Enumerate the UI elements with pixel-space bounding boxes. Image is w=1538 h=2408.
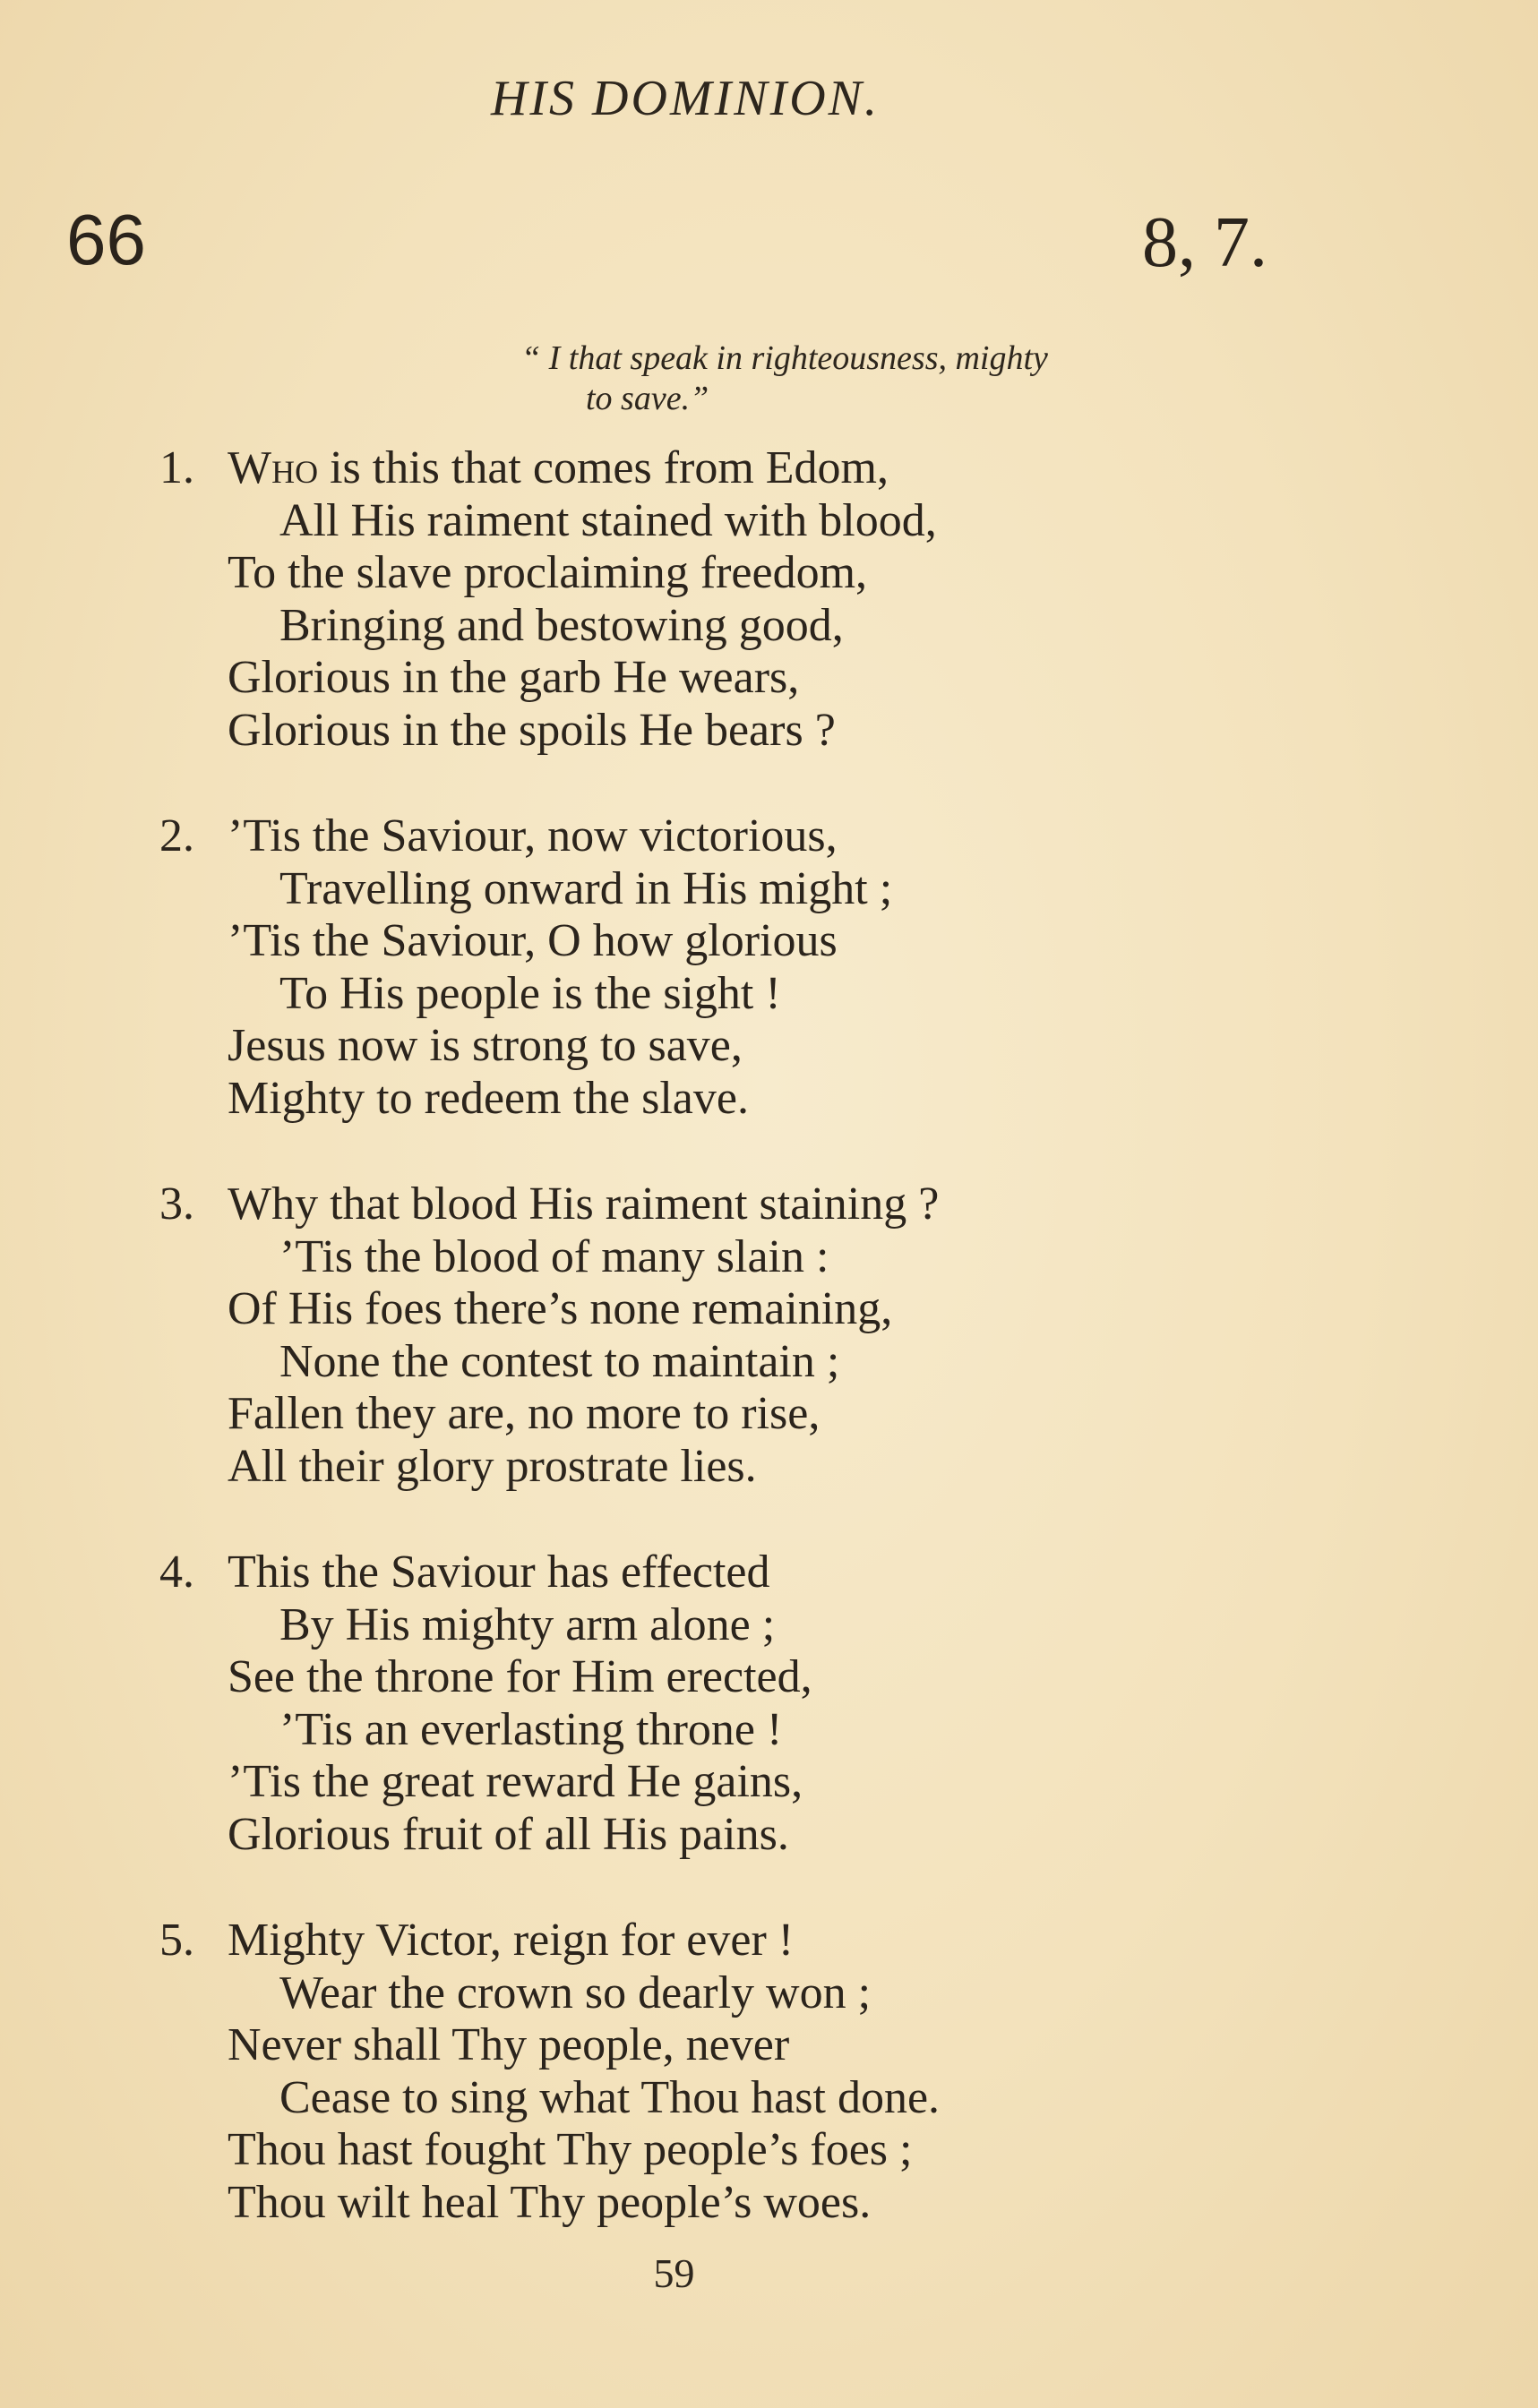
epigraph-line-1: “ I that speak in righteousness, mighty: [521, 339, 1048, 377]
verse-line: Glorious in the spoils He bears ?: [228, 704, 836, 756]
verse-4: [0, 1547, 1538, 1861]
verse-number: 5.: [159, 1915, 194, 1966]
verse-line: Jesus now is strong to save,: [228, 1020, 743, 1071]
verse-line: Glorious fruit of all His pains.: [228, 1808, 789, 1860]
verse-line: ’Tis an everlasting throne !: [279, 1703, 783, 1755]
verse-1: [0, 442, 1538, 757]
verse-first-word: Who: [228, 442, 319, 493]
verse-line: To the slave proclaiming freedom,: [228, 547, 868, 598]
verse-line: Why that blood His raiment staining ?: [228, 1178, 940, 1230]
epigraph: [521, 338, 1292, 419]
verse-number: 2.: [159, 810, 194, 861]
verse-line: Cease to sing what Thou hast done.: [279, 2071, 941, 2123]
verses: [0, 442, 1538, 2283]
verse-line: [228, 442, 1538, 495]
verse-line: Travelling onward in His might ;: [279, 862, 893, 914]
verse-line: All their glory prostrate lies.: [228, 1440, 757, 1492]
verse-line: ’Tis the Saviour, now victorious,: [228, 810, 838, 861]
verse-line: ’Tis the blood of many slain :: [279, 1230, 829, 1282]
epigraph-line-2: to save.”: [586, 380, 709, 417]
verse-line: Thou wilt heal Thy people’s woes.: [228, 2176, 872, 2228]
verse-line: Bringing and bestowing good,: [279, 599, 844, 651]
verse-line: Glorious in the garb He wears,: [228, 652, 800, 703]
verse-3: [0, 1178, 1538, 1493]
verse-line: Never shall Thy people, never: [228, 2019, 790, 2070]
verse-line: Fallen they are, no more to rise,: [228, 1388, 821, 1439]
verse-number: 3.: [159, 1178, 194, 1230]
verse-line: ’Tis the Saviour, O how glorious: [228, 915, 838, 966]
verse-line: Wear the crown so dearly won ;: [279, 1967, 872, 2018]
hymn-number: 66: [66, 200, 146, 279]
verse-first-line-rest: is this that comes from Edom,: [318, 442, 889, 493]
verse-line: Mighty to redeem the slave.: [228, 1072, 749, 1124]
running-head: HIS DOMINION.: [490, 71, 881, 126]
verse-line: ’Tis the great reward He gains,: [228, 1756, 803, 1807]
verse-line: None the contest to maintain ;: [279, 1335, 840, 1387]
page-number: 59: [653, 2250, 695, 2296]
verse-number: 4.: [159, 1547, 194, 1598]
verse-line: Of His foes there’s none remaining,: [228, 1283, 893, 1334]
hymn-meter: 8, 7.: [1142, 203, 1267, 282]
verse-2: [0, 810, 1538, 1125]
verse-number: 1.: [159, 442, 194, 493]
verse-line: To His people is the sight !: [279, 967, 781, 1019]
verse-line: All His raiment stained with blood,: [279, 494, 937, 546]
verse-line: This the Saviour has effected: [228, 1547, 770, 1598]
verse-5: [0, 1915, 1538, 2229]
verse-line: See the throne for Him erected,: [228, 1651, 812, 1702]
verse-line: By His mighty arm alone ;: [279, 1598, 776, 1650]
verse-line: Thou hast fought Thy people’s foes ;: [228, 2124, 913, 2175]
verse-line: Mighty Victor, reign for ever !: [228, 1915, 795, 1966]
